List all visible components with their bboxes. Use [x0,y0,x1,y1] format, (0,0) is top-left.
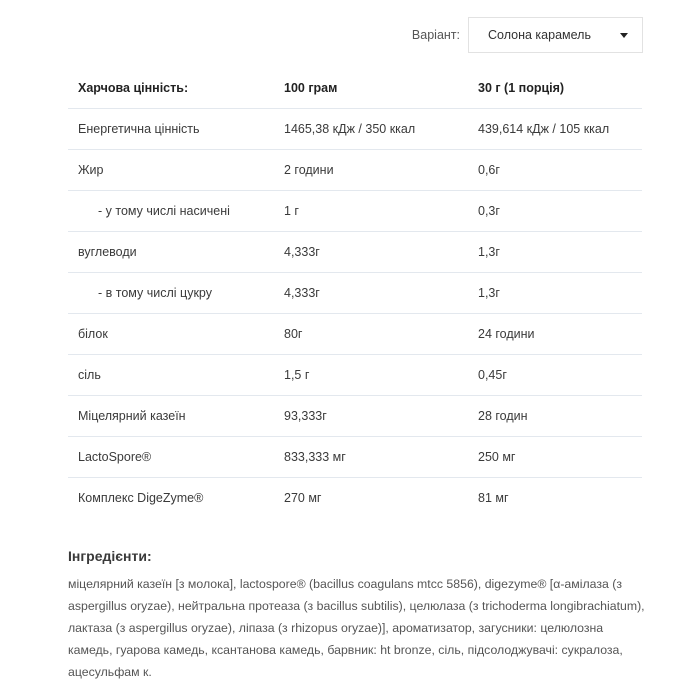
table-row [68,355,642,396]
nutrient-name: сіль [68,355,274,396]
value-per-100g: 1,5 г [274,355,468,396]
table-row [68,396,642,437]
value-per-serving: 81 мг [478,491,509,505]
nutrient-name: - у тому числі насичені [68,191,274,232]
value-per-serving: 1,3г [468,273,642,314]
header-nutrition: Харчова цінність: [68,68,274,109]
header-per-100g: 100 грам [274,68,468,109]
header-per-serving: 30 г (1 порція) [468,68,642,109]
value-per-100g: 4,333г [274,273,468,314]
nutrition-body [68,109,642,519]
value-per-serving: 0,3г [468,191,642,232]
nutrient-name: Комплекс DigeZyme® [78,491,204,505]
table-row [68,232,642,273]
value-per-serving: 0,45г [468,355,642,396]
value-per-100g: 80г [274,314,468,355]
value-per-serving: 250 мг [468,437,642,478]
variant-selector-row [412,17,643,53]
table-row [68,109,642,150]
nutrient-name: вуглеводи [68,232,274,273]
value-per-serving: 28 годин [468,396,642,437]
table-row [68,273,642,314]
table-header-row [68,68,642,109]
value-per-100g: 93,333г [274,396,468,437]
variant-select[interactable] [468,17,643,53]
nutrient-name: - в тому числі цукру [68,273,274,314]
table-row [68,478,642,519]
table-row [68,191,642,232]
table-row [68,150,642,191]
value-per-serving: 1,3г [468,232,642,273]
nutrition-table [68,68,642,518]
value-per-100g: 2 години [274,150,468,191]
variant-select-value: Солона карамель [488,28,591,42]
nutrient-name: LactoSpore® [68,437,274,478]
nutrient-name: Енергетична цінність [68,109,274,150]
value-per-100g: 833,333 мг [274,437,468,478]
value-per-serving: 0,6г [468,150,642,191]
nutrient-name: білок [68,314,274,355]
nutrient-name: Жир [68,150,274,191]
ingredients-text: міцелярний казеїн [з молока], lactospore® (bacillus coagulans mtcc 5856), digezyme® [α-амілаза (з aspergillus oryzae), нейтральна протеаза (з bacillus subtilis), целюлаза (з trichoderma longibrachiatum), лактаза (з aspergillus oryzae), ліпаза (з rhizopus oryzae)], ароматизатор, загусники: целюлозна камедь, гуарова камедь, ксантанова камедь, барвник: ht bronze, сіль, підсолоджувачі: сукралоза, ацесульфам к. [68,577,645,679]
value-per-100g: 270 мг [284,491,322,505]
value-per-serving: 439,614 кДж / 105 ккал [468,109,642,150]
value-per-100g: 1 г [274,191,468,232]
value-per-serving: 24 години [468,314,642,355]
value-per-100g: 4,333г [274,232,468,273]
table-row [68,437,642,478]
ingredients-title: Інгредієнти: [68,548,152,564]
caret-down-icon [620,33,628,38]
variant-label: Варіант: [411,28,460,42]
table-row [68,314,642,355]
nutrient-name: Міцелярний казеїн [68,396,274,437]
ingredients-section [68,548,648,683]
value-per-100g: 1465,38 кДж / 350 ккал [274,109,468,150]
